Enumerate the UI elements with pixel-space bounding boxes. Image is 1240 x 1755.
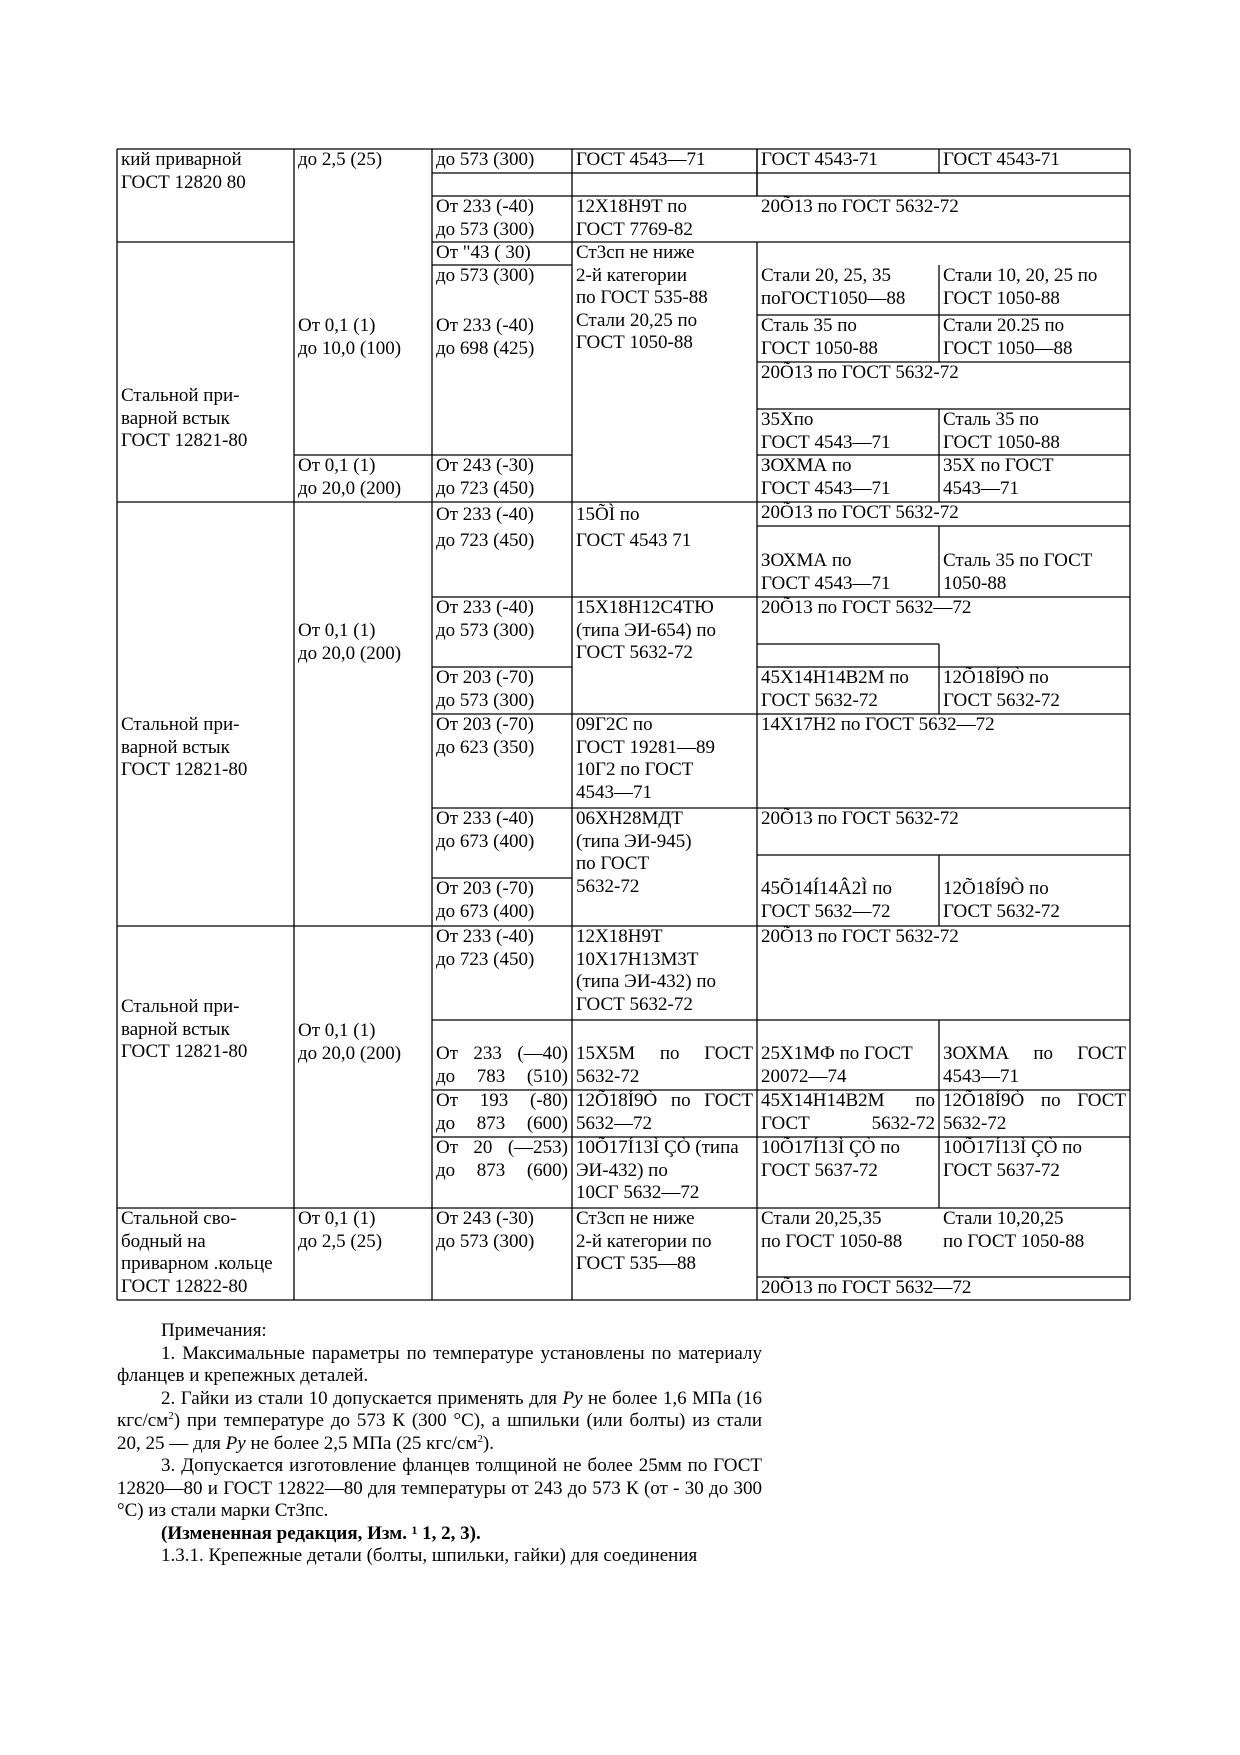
table-cell-nut-material: Стали 20.25 по ГОСТ 1050—88 — [943, 315, 1073, 359]
table-cell-flange-type: Стальной при- варной встык ГОСТ 12821-80 — [121, 996, 248, 1062]
notes-heading: Примечания: — [161, 1320, 267, 1341]
table-cell-bolt-material: ЗОХМА по ГОСТ 4543—71 — [761, 455, 891, 499]
table-cell-flange-material: Ст3сп не ниже 2-й категории по ГОСТ 535—88 — [576, 1208, 712, 1274]
table-cell-flange-material: 12Õ18Í9Ò по ГОСТ 5632—72 — [576, 1090, 753, 1134]
table-cell-flange-material: 06ХН28МДТ (типа ЭИ-945) по ГОСТ 5632-72 — [576, 808, 692, 897]
note-1: 1. Максимальные параметры по температуре установлены по материалу фланцев и крепежных деталей. — [117, 1342, 762, 1386]
note-2 — [117, 1388, 762, 1456]
table-cell-temperature: до 573 (300) — [436, 149, 535, 170]
table-cell-temperature: От 233 (-40) до 698 (425) — [436, 315, 535, 359]
table-cell-bolt-material: Стали 20,25,35 по ГОСТ 1050-88 — [761, 1208, 903, 1252]
table-cell-flange-type: кий приварной ГОСТ 12820 80 — [121, 149, 246, 193]
table-cell-flange-type: Стальной при- варной встык ГОСТ 12821-80 — [121, 714, 248, 780]
table-cell-flange-material: ГОСТ 4543—71 — [576, 149, 706, 170]
table-cell-flange-material: 10Õ17Í13Ì ÇÒ (типа ЭИ-432) по 10СГ 5632—72 — [576, 1137, 739, 1203]
table-cell-pressure: От 0,1 (1) до 20,0 (200) — [298, 455, 402, 499]
table-cell-bolt-material: 45Х14Н14В2М по ГОСТ 5632-72 — [761, 667, 909, 711]
table-cell-bolt-material: 25Х1МФ по ГОСТ 20072—74 — [761, 1043, 913, 1087]
table-cell-nut-material: ГОСТ 4543-71 — [943, 149, 1060, 170]
table-cell-temperature: От 203 (-70) до 573 (300) — [436, 667, 535, 711]
table-cell-nut-material: Стали 10,20,25 по ГОСТ 1050-88 — [943, 1208, 1085, 1252]
table-cell-bolt-material: ЗОХМА по ГОСТ 4543—71 — [761, 550, 891, 594]
table-cell-bolt-material: 45Х14Н14В2М по ГОСТ 5632-72 — [761, 1090, 935, 1134]
table-cell-temperature: От "43 ( 30) до 573 (300) — [436, 242, 535, 286]
table-cell-temperature: От 233 (-40) до 723 (450) — [436, 504, 535, 551]
table-cell-nut-material: 12Õ18Í9Ò по ГОСТ 5632-72 — [943, 667, 1060, 711]
table-cell-temperature: От 243 (-30) до 573 (300) — [436, 1208, 535, 1252]
table-cell-temperature: От 20 (—253) до 873 (600) — [436, 1137, 568, 1181]
table-cell-fastener-material: 20Õ13 по ГОСТ 5632—72 — [761, 597, 972, 618]
table-cell-flange-type: Стальной при- варной встык ГОСТ 12821-80 — [121, 385, 248, 451]
note-2-text: не более 2,5 МПа (25 кгс/см — [245, 1432, 478, 1454]
table-cell-bolt-material: Сталь 35 по ГОСТ 1050-88 — [761, 315, 878, 359]
table-cell-temperature: От 233 (-40) до 723 (450) — [436, 926, 535, 970]
table-cell-nut-material: Сталь 35 по ГОСТ 1050-88 — [943, 550, 1093, 594]
table-cell-flange-material: 15Х5М по ГОСТ 5632-72 — [576, 1043, 753, 1087]
table-cell-temperature: От 233 (—40) до 783 (510) — [436, 1043, 568, 1087]
note-2-superscript: 2 — [168, 1410, 174, 1422]
table-cell-fastener-material: 20Õ13 по ГОСТ 5632—72 — [761, 1277, 972, 1298]
table-cell-nut-material: 10Õ17Í13Ì ÇÒ по ГОСТ 5637-72 — [943, 1137, 1082, 1181]
table-cell-fastener-material: 20Õ13 по ГОСТ 5632-72 — [761, 808, 959, 829]
table-cell-bolt-material: 35Хпо ГОСТ 4543—71 — [761, 409, 891, 453]
notes-section — [117, 1320, 762, 1568]
table-cell-temperature: От 203 (-70) до 673 (400) — [436, 878, 535, 922]
table-cell-pressure: до 2,5 (25) — [298, 149, 383, 170]
note-2-text: ) при температуре до 573 К (300 °С), а шпильки (или болты) из стали 20, 25 — для — [117, 1410, 762, 1454]
table-cell-flange-material: 15Х18Н12С4ТЮ (типа ЭИ-654) по ГОСТ 5632-72 — [576, 597, 716, 663]
table-cell-bolt-material: 45Õ14Í14Â2Ì по ГОСТ 5632—72 — [761, 878, 893, 922]
note-3: 3. Допускается изготовление фланцев толщиной не более 25мм по ГОСТ 12820—80 и ГОСТ 12822—80 для температуры от 243 до 573 К (от - 30 до 300 °С) из стали марки СтЗпс. — [117, 1455, 762, 1521]
clause-1-3-1: 1.3.1. Крепежные детали (болты, шпильки, гайки) для соединения — [161, 1545, 698, 1566]
table-cell-fastener-material: 20Õ13 по ГОСТ 5632-72 — [761, 502, 959, 523]
table-cell-temperature: От 233 (-40) до 573 (300) — [436, 597, 535, 641]
note-2-symbol: Ру — [562, 1387, 583, 1409]
note-2-superscript: 2 — [477, 1432, 483, 1445]
table-cell-bolt-material: ГОСТ 4543-71 — [761, 149, 878, 170]
table-cell-bolt-material: 10Õ17Í13Ì ÇÒ по ГОСТ 5637-72 — [761, 1137, 900, 1181]
table-cell-nut-material: 35Х по ГОСТ 4543—71 — [943, 455, 1054, 499]
table-cell-nut-material: Сталь 35 по ГОСТ 1050-88 — [943, 409, 1060, 453]
table-cell-temperature: От 233 (-40) до 673 (400) — [436, 808, 535, 852]
table-cell-fastener-material: 20Õ13 по ГОСТ 5632-72 — [761, 362, 959, 383]
table-cell-fastener-material: 20Õ13 по ГОСТ 5632-72 — [761, 926, 959, 947]
table-cell-flange-material: 12Х18Н9Т по ГОСТ 7769-82 — [576, 196, 693, 240]
table-cell-nut-material: 12Õ18Í9Ò по ГОСТ 5632-72 — [943, 878, 1060, 922]
table-cell-flange-material: 15ÕÌ по ГОСТ 4543 71 — [576, 504, 692, 551]
table-cell-fastener-material: 14Х17Н2 по ГОСТ 5632—72 — [761, 714, 995, 735]
table-cell-pressure: От 0,1 (1) до 20,0 (200) — [298, 1020, 402, 1064]
table-cell-pressure: От 0,1 (1) до 2,5 (25) — [298, 1208, 383, 1252]
table-cell-pressure: От 0,1 (1) до 10,0 (100) — [298, 315, 402, 359]
table-cell-temperature: От 193 (-80) до 873 (600) — [436, 1090, 568, 1134]
table-cell-bolt-material: Стали 20, 25, 35 поГОСТ1050—88 — [761, 265, 906, 309]
table-cell-temperature: От 203 (-70) до 623 (350) — [436, 714, 535, 758]
note-2-text: 2. Гайки из стали 10 допускается применять для — [161, 1387, 563, 1409]
note-2-text: ). — [482, 1432, 494, 1454]
table-cell-flange-type: Стальной сво- бодный на приварном .кольце ГОСТ 12822-80 — [121, 1208, 273, 1297]
note-2-symbol: Ру — [225, 1432, 246, 1454]
revision-note: (Измененная редакция, Изм. ¹ 1, 2, 3). — [161, 1522, 481, 1544]
table-cell-nut-material: Стали 10, 20, 25 по ГОСТ 1050-88 — [943, 265, 1098, 309]
note-2-text: не более 1,6 МПа (16 кгс/см — [117, 1387, 762, 1431]
table-cell-flange-material: 12Х18Н9Т 10Х17Н13М3Т (типа ЭИ-432) по ГОСТ 5632-72 — [576, 926, 716, 1015]
table-cell-flange-material: Ст3сп не ниже 2-й категории по ГОСТ 535-88 Стали 20,25 по ГОСТ 1050-88 — [576, 242, 708, 353]
table-cell-flange-material: 09Г2С по ГОСТ 19281—89 10Г2 по ГОСТ 4543—71 — [576, 714, 715, 803]
table-cell-temperature: От 243 (-30) до 723 (450) — [436, 455, 535, 499]
table-cell-nut-material: 12Õ18Í9Ò по ГОСТ 5632-72 — [943, 1090, 1126, 1134]
table-cell-pressure: От 0,1 (1) до 20,0 (200) — [298, 620, 402, 664]
table-cell-temperature: От 233 (-40) до 573 (300) — [436, 196, 535, 240]
table-cell-fastener-material: 20Õ13 по ГОСТ 5632-72 — [761, 196, 959, 217]
table-cell-nut-material: ЗОХМА по ГОСТ 4543—71 — [943, 1043, 1126, 1087]
